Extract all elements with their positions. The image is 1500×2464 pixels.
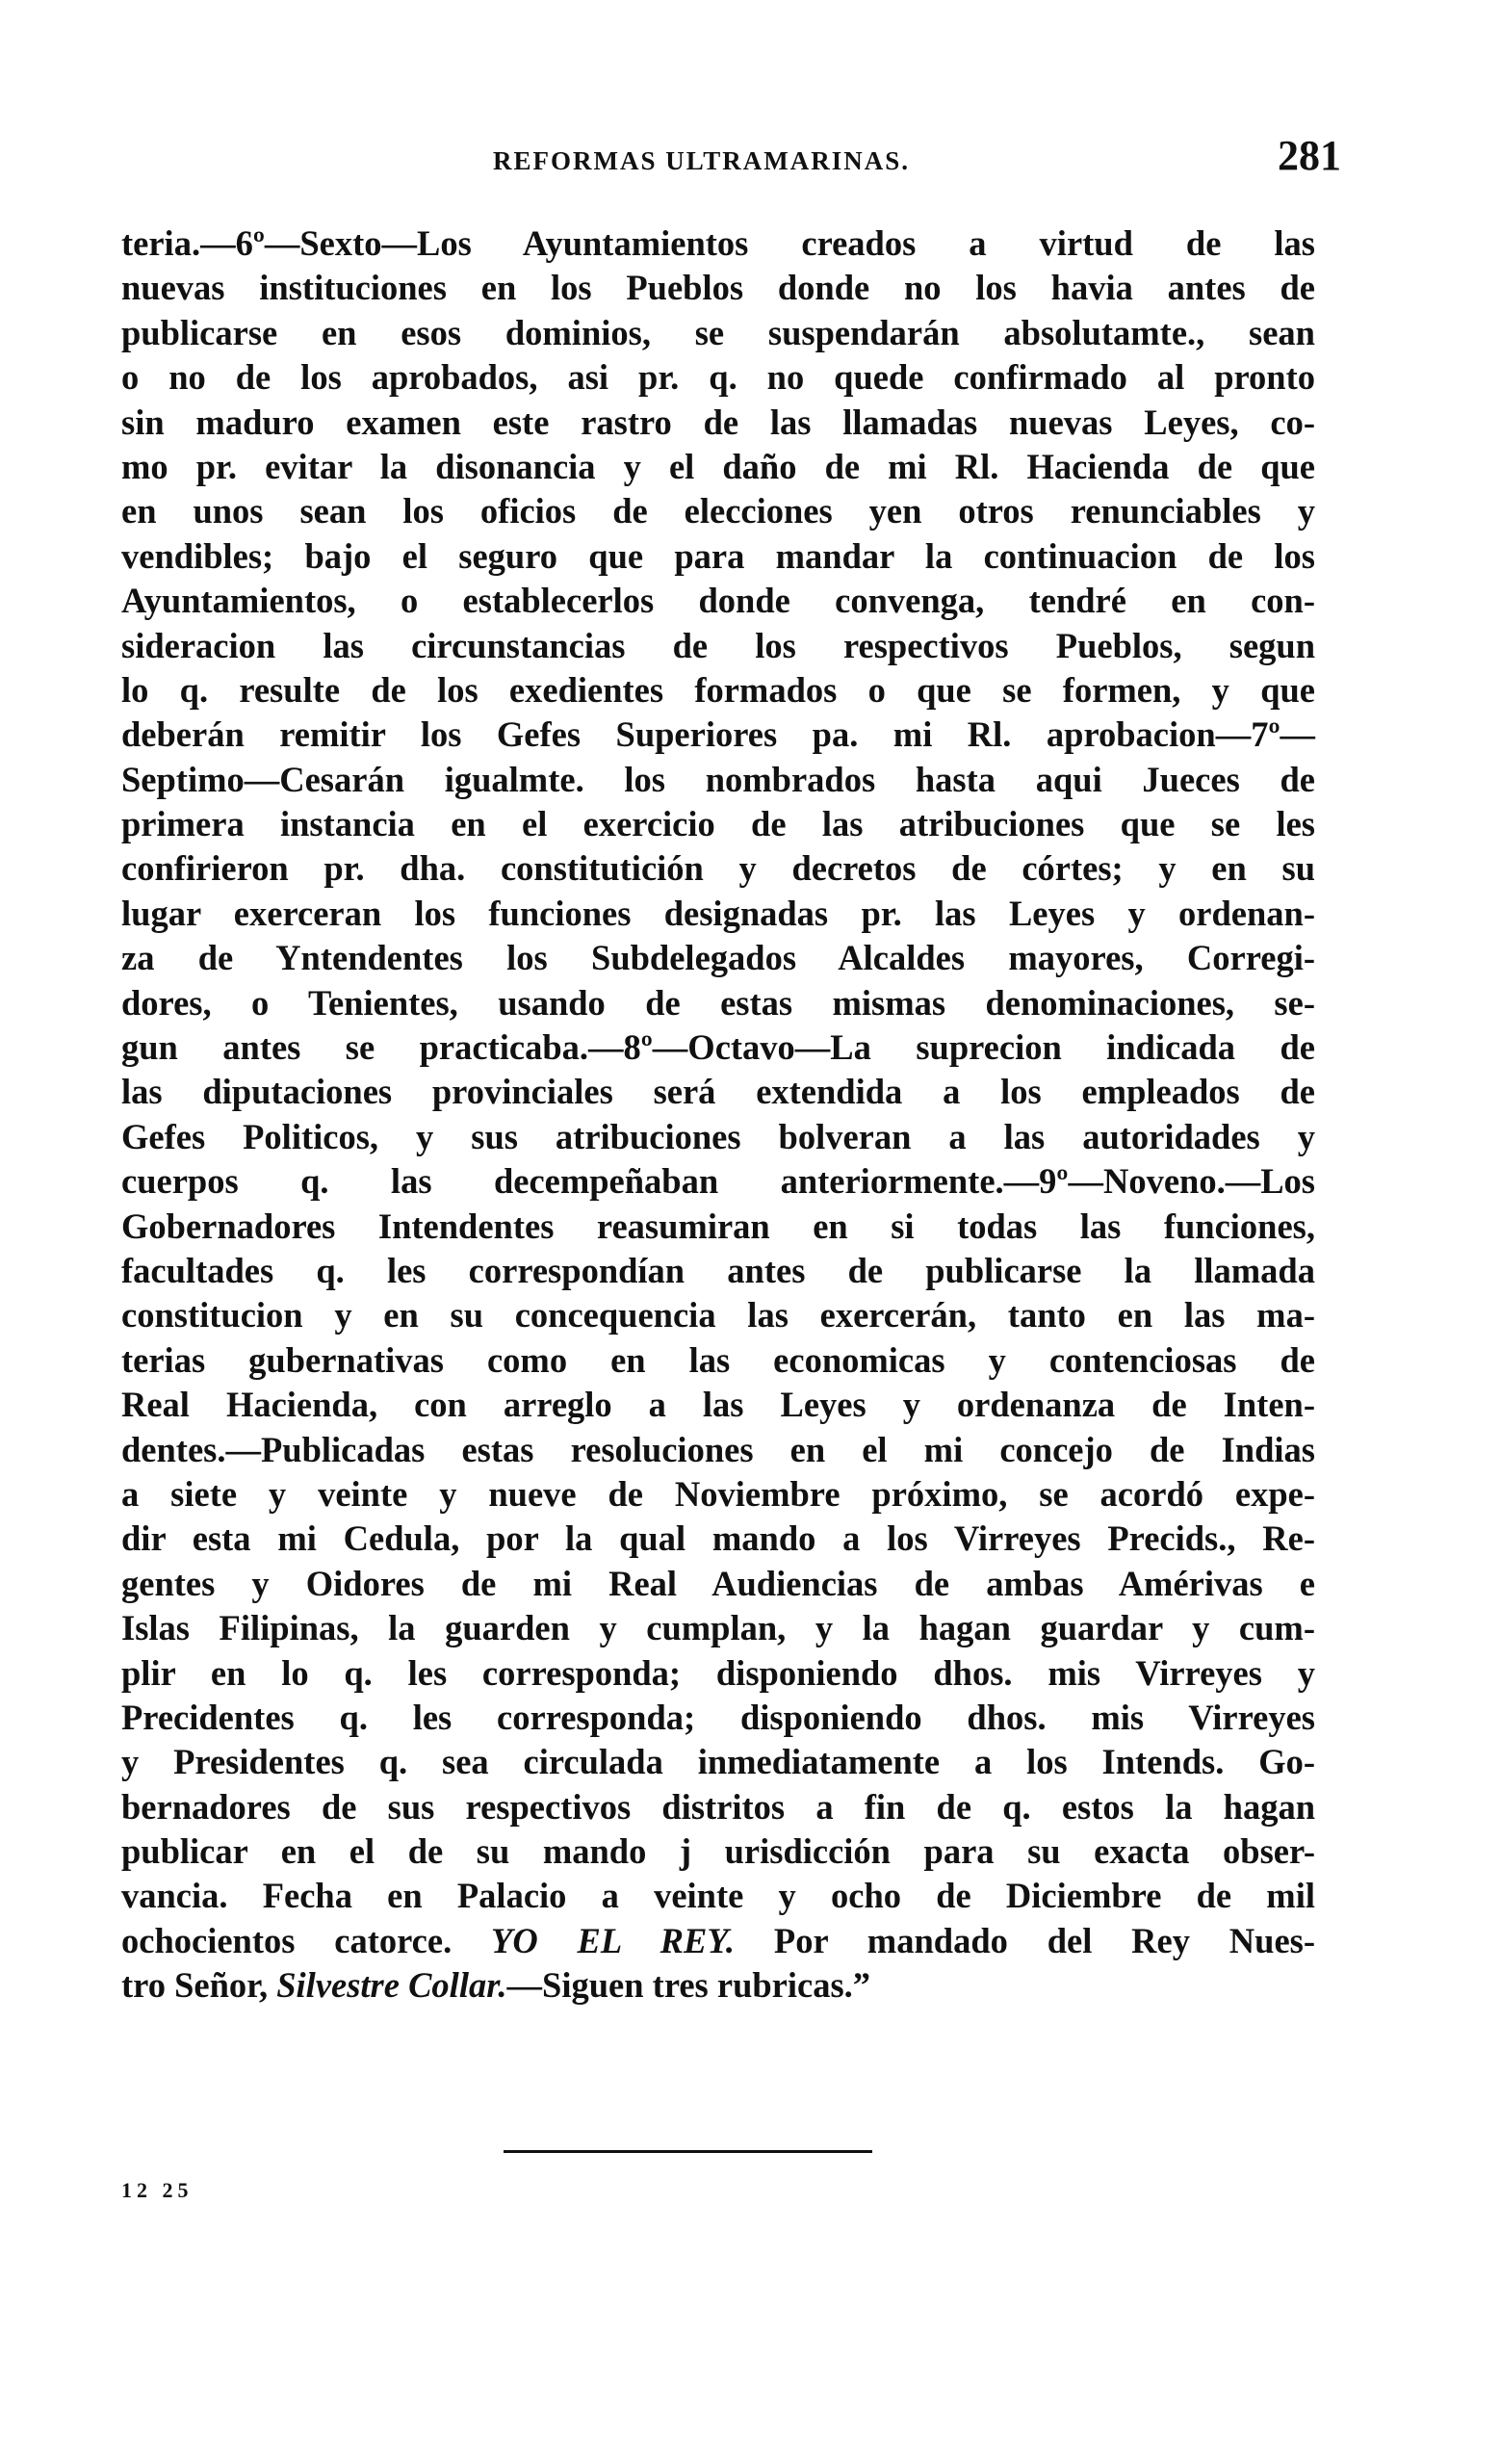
text-line: gun antes se practicaba.—8º—Octavo—La suprecion indicada de bbox=[121, 1027, 1315, 1068]
text-line: vendibles; bajo el seguro que para mandar la continuacion de los bbox=[121, 535, 1315, 576]
text-line: Septimo—Cesarán igualmte. los nombrados hasta aqui Jueces de bbox=[121, 759, 1315, 799]
text-line: vancia. Fecha en Palacio a veinte y ocho de Diciembre de mil bbox=[121, 1876, 1315, 1916]
text-line: mo pr. evitar la disonancia y el daño de mi Rl. Hacienda de que bbox=[121, 446, 1315, 486]
text-line: Gefes Politicos, y sus atribuciones bolveran a las autoridades y bbox=[121, 1116, 1315, 1156]
text-line: gentes y Oidores de mi Real Audiencias de ambas Amérivas e bbox=[121, 1563, 1315, 1603]
printer-signature-mark: 12 25 bbox=[121, 2178, 194, 2202]
page-number: 281 bbox=[1278, 132, 1341, 179]
text-line: dores, o Tenientes, usando de estas mismas denominaciones, se- bbox=[121, 982, 1315, 1023]
text-segment: tro Señor, bbox=[121, 1965, 269, 2006]
body-text bbox=[121, 221, 1315, 2009]
text-line-final bbox=[121, 1963, 1315, 2008]
text-line: y Presidentes q. sea circulada inmediatamente a los Intends. Go- bbox=[121, 1742, 1315, 1782]
text-line: sin maduro examen este rastro de las llamadas nuevas Leyes, co- bbox=[121, 402, 1315, 442]
text-line: deberán remitir los Gefes Superiores pa. mi Rl. aprobacion—7º— bbox=[121, 714, 1315, 755]
end-rule bbox=[504, 2150, 872, 2153]
text-line: sideracion las circunstancias de los respectivos Pueblos, segun bbox=[121, 625, 1315, 665]
text-line: las diputaciones provinciales será extendida a los empleados de bbox=[121, 1072, 1315, 1112]
text-line bbox=[121, 1919, 1315, 1963]
signature-collar: Silvestre Collar. bbox=[276, 1965, 507, 2006]
text-line: Gobernadores Intendentes reasumiran en si todas las funciones, bbox=[121, 1206, 1315, 1246]
text-line: lugar exerceran los funciones designadas pr. las Leyes y ordenan- bbox=[121, 893, 1315, 933]
text-line: bernadores de sus respectivos distritos a fin de q. estos la hagan bbox=[121, 1786, 1315, 1827]
text-line: Islas Filipinas, la guarden y cumplan, y la hagan guardar y cum- bbox=[121, 1608, 1315, 1648]
text-line: terias gubernativas como en las economicas y contenciosas de bbox=[121, 1339, 1315, 1380]
text-line: o no de los aprobados, asi pr. q. no quede confirmado al pronto bbox=[121, 357, 1315, 398]
text-line: dir esta mi Cedula, por la qual mando a los Virreyes Precids., Re- bbox=[121, 1518, 1315, 1559]
text-line: facultades q. les correspondían antes de publicarse la llamada bbox=[121, 1250, 1315, 1290]
text-line: teria.—6º—Sexto—Los Ayuntamientos creados a virtud de las bbox=[121, 223, 1315, 263]
signature-yo-el-rey: YO EL REY. bbox=[491, 1920, 736, 1960]
running-title: REFORMAS ULTRAMARINAS. bbox=[493, 146, 911, 175]
text-segment: Por mandado del Rey Nues- bbox=[735, 1920, 1316, 1960]
text-line: Precidentes q. les corresponda; disponiendo dhos. mis Virreyes bbox=[121, 1697, 1315, 1737]
text-line: a siete y veinte y nueve de Noviembre próximo, se acordó expe- bbox=[121, 1473, 1315, 1514]
text-line: confirieron pr. dha. constitutición y decretos de córtes; y en su bbox=[121, 848, 1315, 889]
text-segment: —Siguen tres rubricas.” bbox=[506, 1965, 871, 2006]
text-line: cuerpos q. las decempeñaban anteriormente.—9º—Noveno.—Los bbox=[121, 1161, 1315, 1202]
text-line: Ayuntamientos, o establecerlos donde convenga, tendré en con- bbox=[121, 581, 1315, 621]
text-line: publicar en el de su mando j urisdicción para su exacta obser- bbox=[121, 1831, 1315, 1872]
text-segment: ochocientos catorce. bbox=[121, 1920, 453, 1960]
text-line: constitucion y en su concequencia las exercerán, tanto en las ma- bbox=[121, 1295, 1315, 1336]
text-line: Real Hacienda, con arreglo a las Leyes y ordenanza de Inten- bbox=[121, 1385, 1315, 1425]
text-line: en unos sean los oficios de elecciones yen otros renunciables y bbox=[121, 491, 1315, 532]
text-line: dentes.—Publicadas estas resoluciones en el mi concejo de Indias bbox=[121, 1429, 1315, 1469]
text-line: nuevas instituciones en los Pueblos donde no los havia antes de bbox=[121, 268, 1315, 308]
text-line: lo q. resulte de los exedientes formados o que se formen, y que bbox=[121, 669, 1315, 710]
text-line: plir en lo q. les corresponda; disponiendo dhos. mis Virreyes y bbox=[121, 1652, 1315, 1693]
text-line: publicarse en esos dominios, se suspendarán absolutamte., sean bbox=[121, 312, 1315, 352]
text-line: za de Yntendentes los Subdelegados Alcaldes mayores, Corregi- bbox=[121, 938, 1315, 978]
text-line: primera instancia en el exercicio de las atribuciones que se les bbox=[121, 804, 1315, 844]
